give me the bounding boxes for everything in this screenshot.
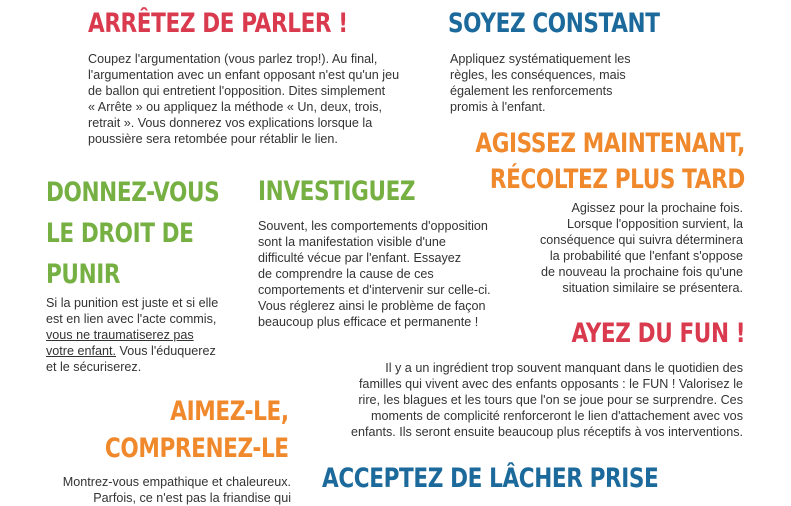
heading-line: COMPRENEZ-LE	[105, 433, 289, 464]
text-line: comportements et d'intervenir sur celle-ci.	[258, 283, 491, 297]
text-line: également les renforcements	[450, 84, 613, 98]
paragraph-arretez-de-parler	[88, 51, 399, 147]
text-line	[46, 343, 218, 359]
text-line: enfants. Ils seront ensuite beaucoup plus réceptifs à vos interventions.	[350, 425, 743, 439]
text-line: conséquence qui suivra déterminera	[539, 233, 743, 247]
paragraph-investiguez	[258, 218, 491, 330]
text-line: poussière sera retombée pour rétablir le lien.	[88, 132, 338, 146]
heading-line: LE DROIT DE	[46, 218, 194, 249]
heading-aimez-le	[105, 393, 289, 467]
heading-line: RÉCOLTEZ PLUS TARD	[489, 164, 745, 195]
text-line: « Arrête » ou appliquez la méthode « Un, deux, trois,	[88, 100, 383, 114]
heading-soyez-constant: SOYEZ CONSTANT	[448, 8, 660, 39]
text-line: règles, les conséquences, mais	[450, 68, 626, 82]
text-line: rire, les blagues et les tours que l'on se joue pour se surprendre. Ces	[358, 393, 743, 407]
text-line: moments de complicité renforceront le lien d'attachement avec vos	[370, 409, 743, 423]
text-line: Parfois, ce n'est pas la friandise qui	[93, 491, 291, 505]
underlined-text: votre enfant.	[46, 344, 117, 358]
text-line: Appliquez systématiquement les	[450, 52, 631, 66]
text-line: situation similaire se présentera.	[562, 281, 743, 295]
text-line: et le sécuriserez.	[46, 360, 142, 374]
text-line: Montrez-vous empathique et chaleureux.	[62, 475, 291, 489]
text-line: Agissez pour la prochaine fois.	[571, 201, 743, 215]
text-line: sont la manifestation visible d'une	[258, 235, 446, 249]
paragraph-soyez-constant	[450, 51, 631, 115]
paragraph-donnez-vous-le-droit	[46, 295, 218, 375]
heading-line: PUNIR	[46, 259, 121, 290]
text-line: la probabilité que l'enfant s'oppose	[549, 249, 743, 263]
text-line	[46, 327, 218, 343]
text-line: retrait ». Vous donnerez vos explications lorsque la	[88, 116, 373, 130]
text-line: Lorsque l'opposition survient, la	[566, 217, 743, 231]
underlined-text: vous ne traumatiserez pas	[46, 328, 194, 342]
heading-arretez-de-parler: ARRÊTEZ DE PARLER !	[88, 8, 348, 39]
text-line: est en lien avec l'acte commis,	[46, 312, 217, 326]
text-line: difficulté vécue par l'enfant. Essayez	[258, 251, 462, 265]
text-line: familles qui vivent avec des enfants opposants : le FUN ! Valorisez le	[358, 377, 743, 391]
heading-acceptez-lacher-prise: ACCEPTEZ DE LÂCHER PRISE	[322, 463, 659, 494]
text-line: Souvent, les comportements d'opposition	[258, 219, 488, 233]
heading-donnez-vous-le-droit	[46, 172, 219, 295]
heading-ayez-du-fun: AYEZ DU FUN !	[571, 318, 745, 349]
text-line: Il y a un ingrédient trop souvent manquant dans le quotidien des	[385, 361, 743, 375]
heading-line: DONNEZ-VOUS	[46, 177, 220, 208]
paragraph-agissez-maintenant	[540, 200, 743, 296]
text-line: beaucoup plus efficace et permanente !	[258, 315, 479, 329]
text-line: de nouveau la prochaine fois qu'une	[541, 265, 743, 279]
text-line: Coupez l'argumentation (vous parlez trop!). Au final,	[88, 52, 378, 66]
heading-investiguez: INVESTIGUEZ	[258, 176, 416, 207]
text-line: de ballon qui entretient l'opposition. Dites simplement	[88, 84, 386, 98]
heading-line: AIMEZ-LE,	[170, 396, 289, 427]
text-line: promis à l'enfant.	[450, 100, 546, 114]
paragraph-ayez-du-fun	[351, 360, 743, 440]
heading-line: AGISSEZ MAINTENANT,	[475, 128, 745, 159]
text-line: de comprendre la cause de ces	[258, 267, 434, 281]
text-fragment: Vous l'éduquerez	[116, 344, 216, 358]
text-line: Vous réglerez ainsi le problème de façon	[258, 299, 486, 313]
text-line: Si la punition est juste et si elle	[46, 296, 219, 310]
paragraph-aimez-le	[63, 474, 291, 506]
text-line: l'argumentation avec un enfant opposant n'est qu'un jeu	[88, 68, 400, 82]
heading-agissez-maintenant	[475, 126, 745, 198]
